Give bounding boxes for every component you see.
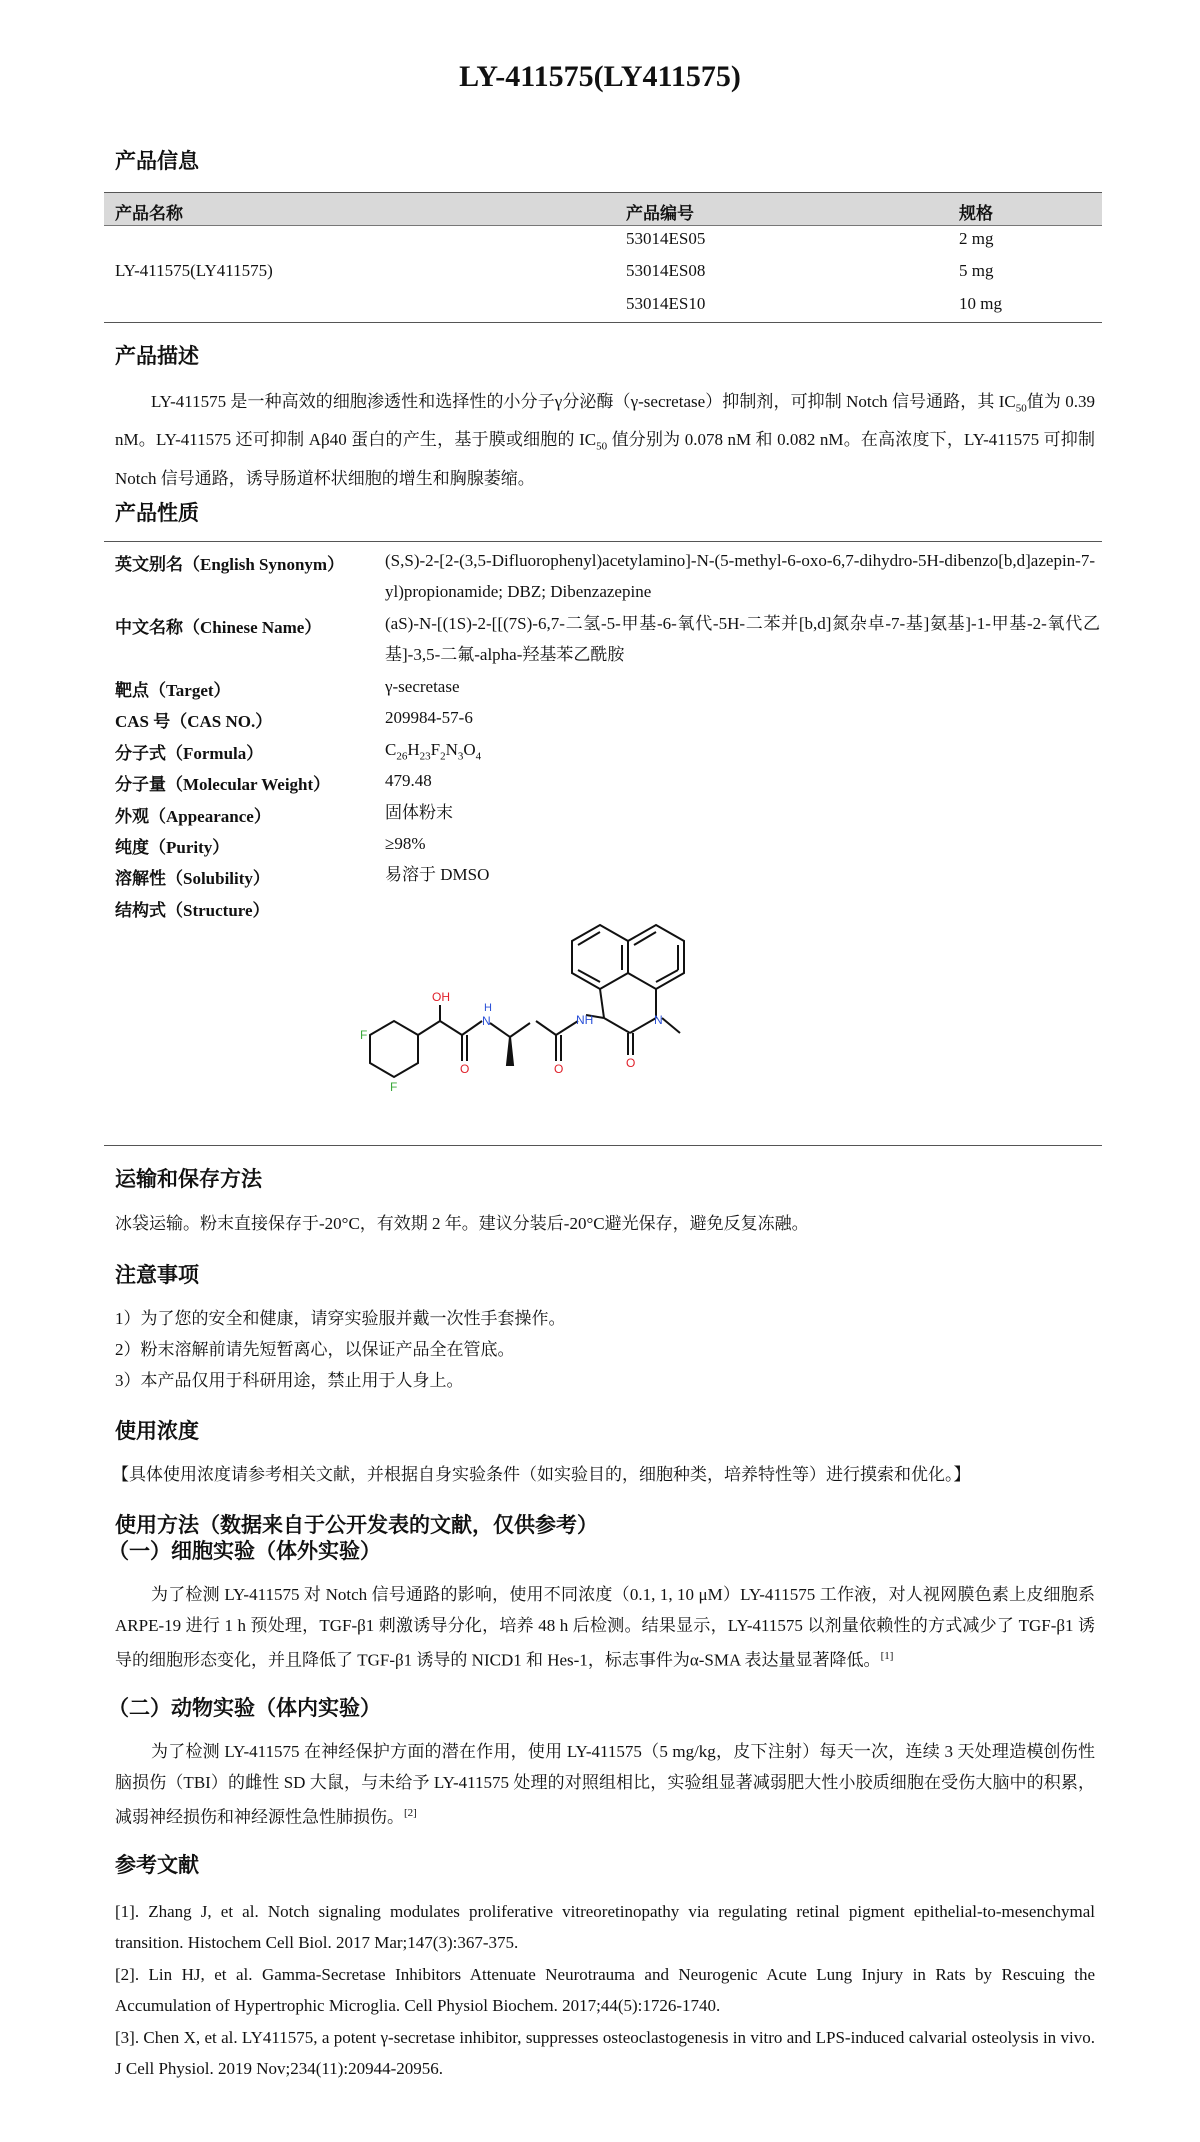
note-item: 1）为了您的安全和健康，请穿实验服并戴一次性手套操作。: [115, 1309, 566, 1328]
product-spec-cell: 2 mg: [959, 229, 994, 248]
animal-experiment-text: 为了检测 LY-411575 在神经保护方面的潜在作用，使用 LY-411575（5 mg/kg，皮下注射）每天一次，连续 3 天处理造模创伤性脑损伤（TBI）的雌性 SD 大鼠，与未给予 LY-411575 处理的对照组相比，实验组显著减弱肥大性小胶质细胞在受伤大脑中的积累，减弱神经损伤和神经源性急性肺损伤。[2]: [115, 1742, 1095, 1827]
atom-oh: OH: [432, 990, 450, 1004]
atom-h: H: [484, 1002, 492, 1014]
product-code-cell: 53014ES05: [626, 229, 706, 248]
col-product-name: 产品名称: [115, 204, 183, 223]
formula-value: $C_{26}H_{23}F_2N_3O_4$: [385, 740, 482, 763]
mw-label: 分子量（Molecular Weight）: [115, 775, 331, 794]
properties-top-rule: [104, 541, 1102, 542]
atom-f: F: [360, 1028, 368, 1042]
purity-value: ≥98%: [385, 834, 426, 853]
concentration-heading: 使用浓度: [115, 1419, 199, 1443]
concentration-text: 【具体使用浓度请参考相关文献，并根据自身实验条件（如实验目的，细胞种类，培养特性等）进行摸索和优化。】: [112, 1465, 971, 1484]
target-value: γ-secretase: [385, 677, 460, 696]
atom-nh: NH: [576, 1013, 594, 1027]
purity-label: 纯度（Purity）: [115, 838, 230, 857]
note-item: 3）本产品仅用于科研用途，禁止用于人身上。: [115, 1371, 464, 1390]
formula-label: 分子式（Formula）: [115, 744, 264, 763]
mw-value: 479.48: [385, 771, 432, 790]
description-heading: 产品描述: [115, 344, 199, 368]
synonym-label: 英文别名（English Synonym）: [115, 555, 345, 574]
col-product-spec: 规格: [959, 204, 993, 223]
product-code-cell: 53014ES10: [626, 294, 706, 313]
reference-item: [1]. Zhang J, et al. Notch signaling modulates proliferative vitreoretinopathy via regulating retinal pigment epithelial-to-mesenchymal transition. Histochem Cell Biol. 2017 Mar;147(3):367-375.: [115, 1902, 1095, 1952]
cell-experiment-heading: （一）细胞实验（体外实验）: [108, 1539, 381, 1563]
cas-value: 209984-57-6: [385, 708, 473, 727]
properties-bottom-rule: [104, 1145, 1102, 1146]
cell-experiment-text: 为了检测 LY-411575 对 Notch 信号通路的影响，使用不同浓度（0.1, 1, 10 μM）LY-411575 工作液，对人视网膜色素上皮细胞系 ARPE-19 进行 1 h 预处理，TGF-β1 刺激诱导分化，培养 48 h 后检测。结果显示，LY-411575 以剂量依赖性的方式减少了 TGF-β1 诱导的细胞形态变化，并且降低了 TGF-β1 诱导的 NICD1 和 Hes-1，标志事件为α-SMA 表达量显著降低。[1]: [115, 1585, 1095, 1670]
solubility-label: 溶解性（Solubility）: [115, 869, 270, 888]
structure-label: 结构式（Structure）: [115, 901, 270, 920]
usage-heading: 使用方法（数据来自于公开发表的文献，仅供参考）: [115, 1513, 598, 1537]
atom-n-methyl: N: [654, 1013, 663, 1027]
chinese-name-label: 中文名称（Chinese Name）: [115, 618, 322, 637]
animal-experiment-heading: （二）动物实验（体内实验）: [108, 1696, 381, 1720]
references-heading: 参考文献: [115, 1853, 199, 1877]
product-info-heading: 产品信息: [115, 149, 199, 173]
chinese-name-value: (aS)-N-[(1S)-2-[[(7S)-6,7-二氢-5-甲基-6-氧代-5H-二苯并[b,d]氮杂卓-7-基]氨基]-1-甲基-2-氧代乙基]-3,5-二氟-alpha-羟基苯乙酰胺: [385, 614, 1100, 664]
notes-heading: 注意事项: [115, 1263, 199, 1287]
product-table-header: [104, 192, 1102, 226]
note-item: 2）粉末溶解前请先短暂离心，以保证产品全在管底。: [115, 1340, 515, 1359]
atom-f: F: [390, 1080, 398, 1094]
storage-heading: 运输和保存方法: [115, 1167, 262, 1191]
atom-o: O: [460, 1062, 470, 1076]
col-product-code: 产品编号: [626, 204, 694, 223]
storage-text: 冰袋运输。粉末直接保存于-20°C，有效期 2 年。建议分装后-20°C避光保存，避免反复冻融。: [115, 1214, 809, 1233]
target-label: 靶点（Target）: [115, 681, 231, 700]
atom-n: N: [482, 1014, 491, 1028]
reference-item: [3]. Chen X, et al. LY411575, a potent γ-secretase inhibitor, suppresses osteoclastogenesis in vitro and LPS-induced calvarial osteolysis in vivo. J Cell Physiol. 2019 Nov;234(11):20944-20956.: [115, 2028, 1095, 2078]
appearance-label: 外观（Appearance）: [115, 807, 271, 826]
product-code-cell: 53014ES08: [626, 261, 706, 280]
chemical-structure-diagram: [360, 915, 730, 1135]
description-text: LY-411575 是一种高效的细胞渗透性和选择性的小分子γ分泌酶（γ-secretase）抑制剂，可抑制 Notch 信号通路，其 $IC_{50}$值为 0.39 nM。LY-411575 还可抑制 Aβ40 蛋白的产生，基于膜或细胞的 $IC_{50}$ 值分别为 0.078 nM 和 0.082 nM。在高浓度下，LY-411575 可抑制 Notch 信号通路，诱导肠道杯状细胞的增生和胸腺萎缩。: [115, 392, 1096, 488]
reference-item: [2]. Lin HJ, et al. Gamma-Secretase Inhibitors Attenuate Neurotrauma and Neurogenic Acute Lung Injury in Rats by Rescuing the Accumulation of Hypertrophic Microglia. Cell Physiol Biochem. 2017;44(5):1726-1740.: [115, 1965, 1095, 2015]
product-spec-cell: 10 mg: [959, 294, 1002, 313]
properties-heading: 产品性质: [115, 501, 199, 525]
atom-o: O: [626, 1056, 636, 1070]
product-name-cell: LY-411575(LY411575): [115, 261, 273, 280]
page-title: LY-411575(LY411575): [459, 60, 741, 93]
appearance-value: 固体粉末: [385, 803, 453, 822]
cas-label: CAS 号（CAS NO.）: [115, 712, 273, 731]
table-bottom-rule: [104, 322, 1102, 323]
solubility-value: 易溶于 DMSO: [385, 865, 490, 884]
atom-o: O: [554, 1062, 564, 1076]
product-spec-cell: 5 mg: [959, 261, 994, 280]
synonym-value: (S,S)-2-[2-(3,5-Difluorophenyl)acetylamino]-N-(5-methyl-6-oxo-6,7-dihydro-5H-dibenzo[b,d]azepin-7-yl)propionamide; DBZ; Dibenzazepine: [385, 551, 1095, 601]
